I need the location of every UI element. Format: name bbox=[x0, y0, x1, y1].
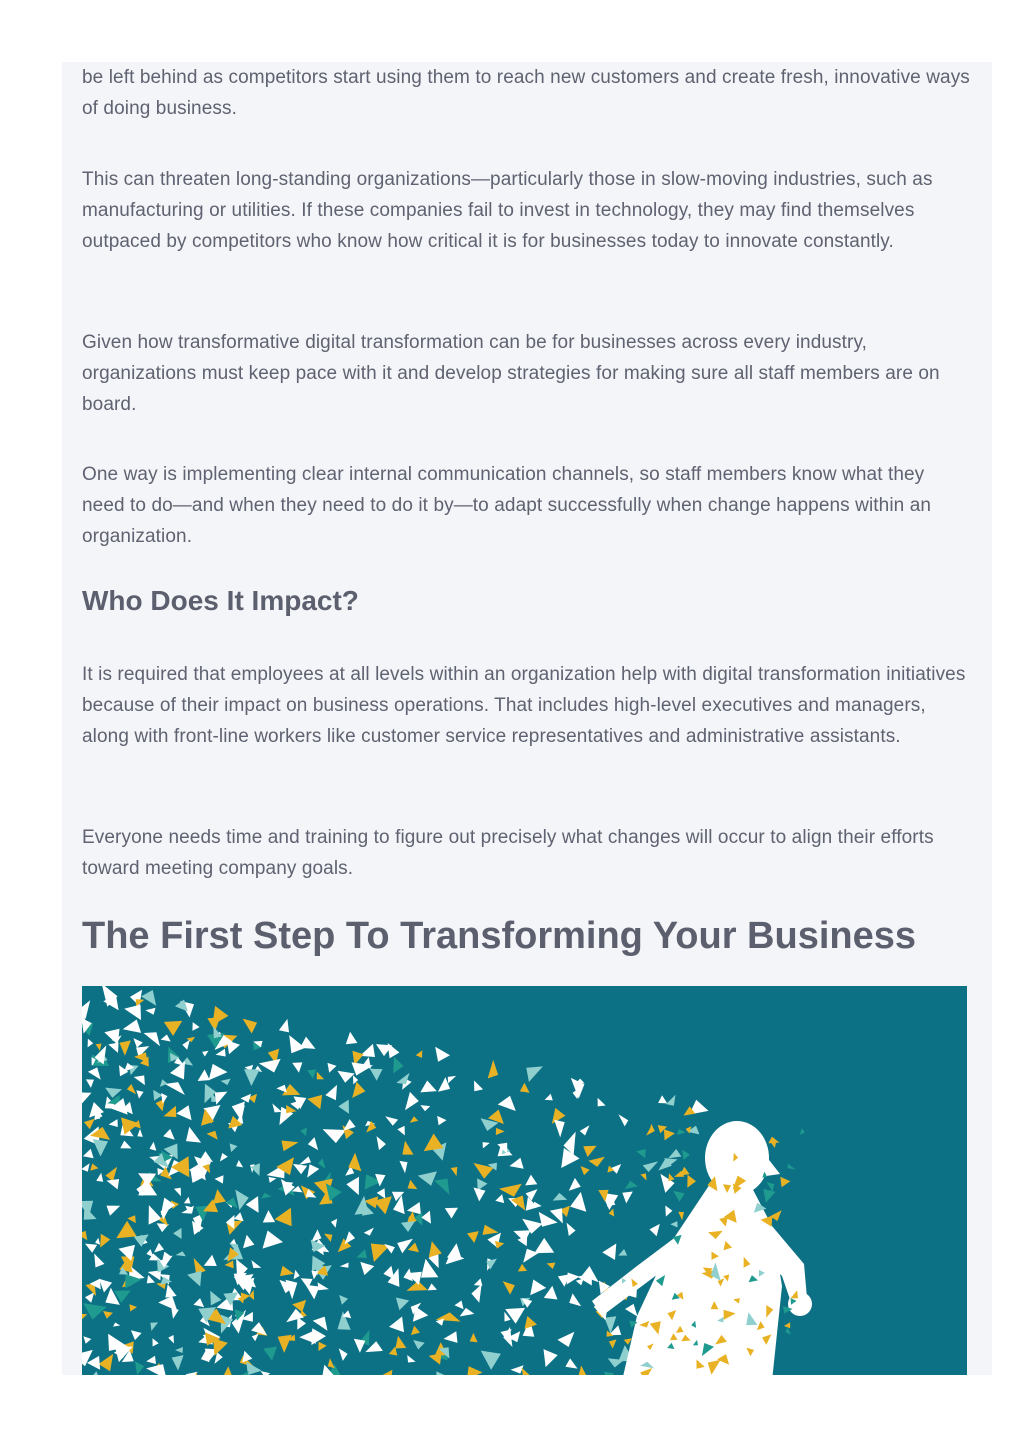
paragraph-competitors: be left behind as competitors start using them to reach new customers and create fresh, innovative ways of doing business. bbox=[82, 67, 970, 119]
paragraph-employees: It is required that employees at all levels within an organization help with digital transformation initiatives because of their impact on business operations. That includes high-level executives and managers, along with front-line workers like customer service representatives and administrative assistants. bbox=[82, 664, 966, 747]
paragraph-keep-pace: Given how transformative digital transformation can be for businesses across every industry, organizations must keep pace with it and develop strategies for making sure all staff members are on board. bbox=[82, 332, 940, 415]
paragraph-training: Everyone needs time and training to figure out precisely what changes will occur to align their efforts toward meeting company goals. bbox=[82, 827, 934, 879]
section-heading-impact: Who Does It Impact? bbox=[82, 585, 359, 616]
hero-image bbox=[82, 986, 967, 1375]
paragraph-threaten: This can threaten long-standing organizations—particularly those in slow-moving industries, such as manufacturing or utilities. If these companies fail to invest in technology, they may find themselves outpaced by competitors who know how critical it is for businesses today to innovate constantly. bbox=[82, 169, 933, 252]
running-figure-fragments-illustration bbox=[82, 986, 967, 1375]
main-heading-first-step: The First Step To Transforming Your Business bbox=[82, 915, 917, 957]
article-body bbox=[62, 62, 992, 1375]
paragraph-communication: One way is implementing clear internal communication channels, so staff members know what they need to do—and when they need to do it by—to adapt successfully when change happens within an organization. bbox=[82, 464, 932, 547]
